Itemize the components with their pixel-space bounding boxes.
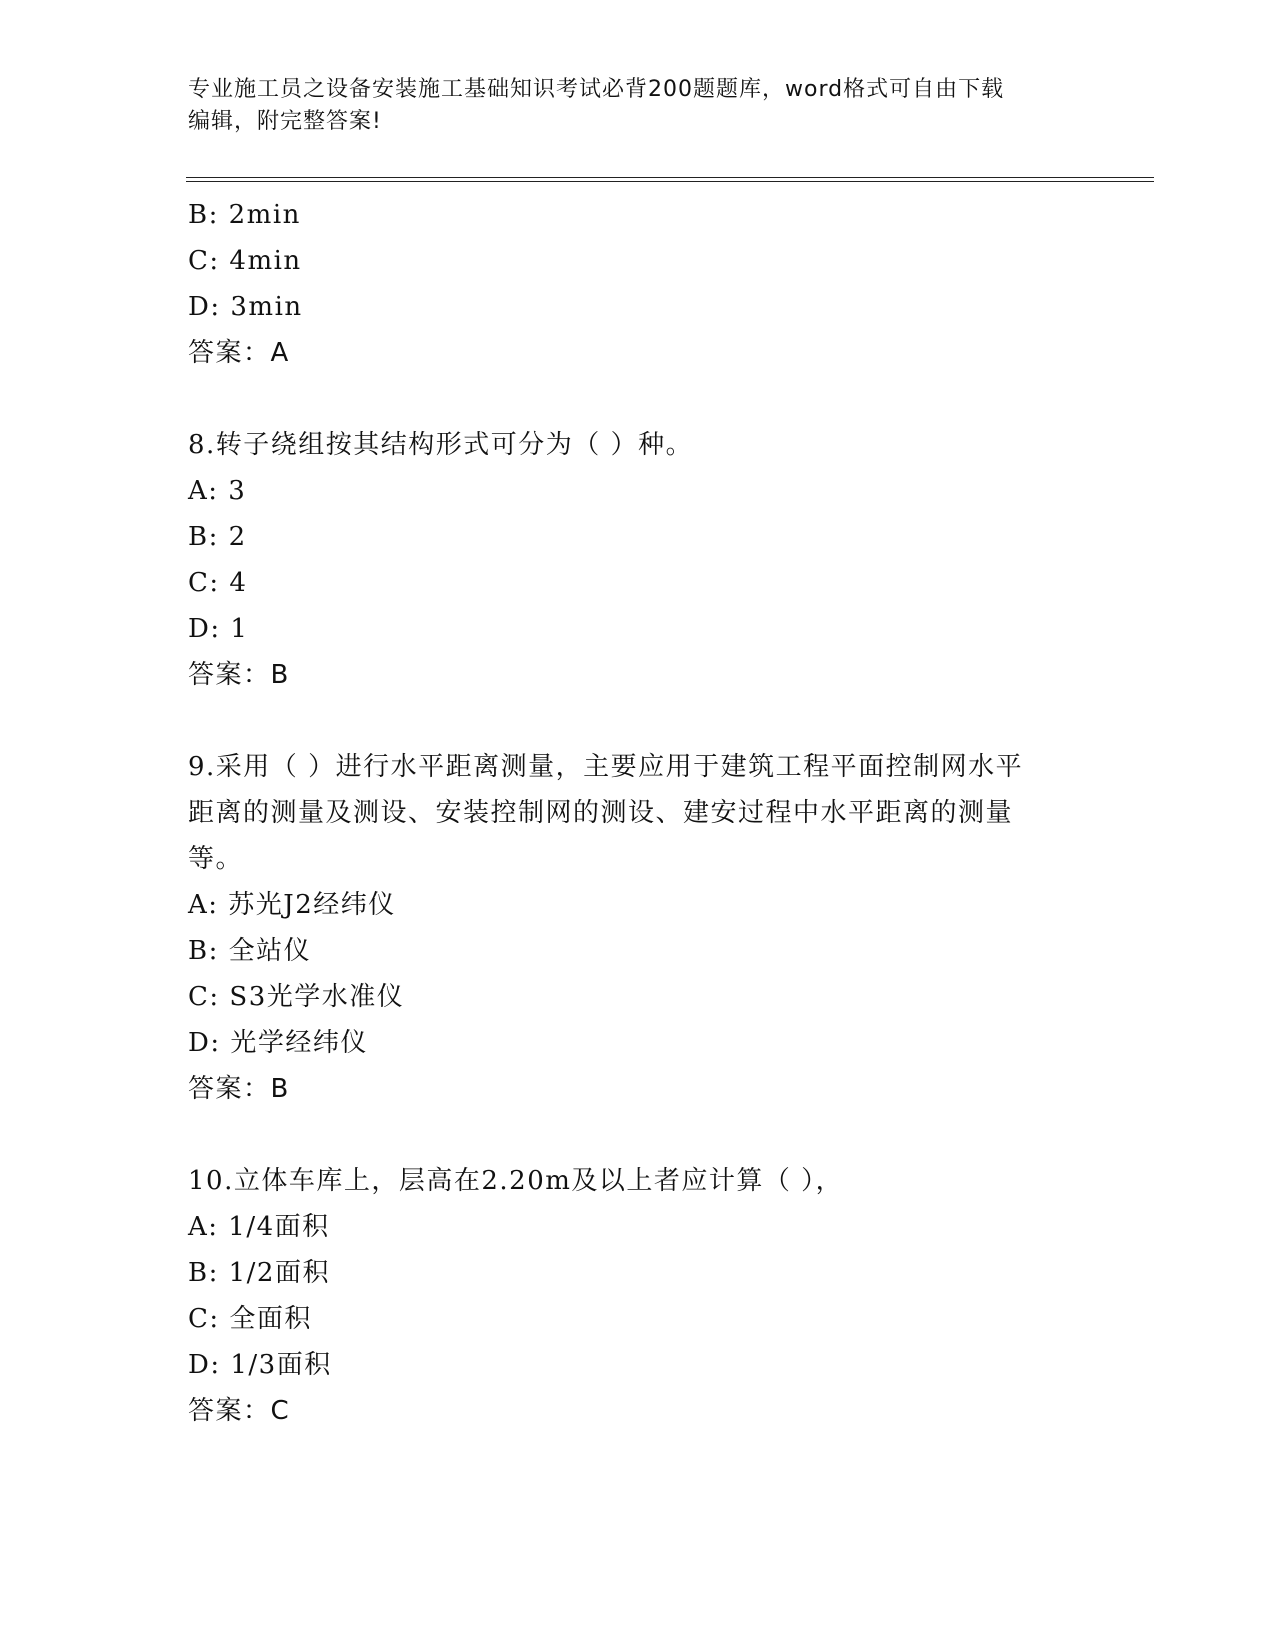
answer: 答案：B: [188, 660, 290, 690]
question-stem-line: 距离的测量及测设、安装控制网的测设、建安过程中水平距离的测量: [188, 798, 1014, 828]
option-c: C: S3光学水准仪: [188, 982, 405, 1012]
option-d: D: 1/3面积: [188, 1350, 332, 1380]
question-stem: 10.立体车库上，层高在2.20m及以上者应计算（ ），: [188, 1166, 844, 1196]
option-d: D: 1: [188, 614, 249, 644]
option-a: A: 苏光J2经纬仪: [188, 890, 396, 920]
option-b: B: 全站仪: [188, 936, 312, 966]
answer: 答案：A: [188, 338, 290, 368]
document-header: [188, 74, 1088, 138]
header-line-1: 专业施工员之设备安装施工基础知识考试必背200题题库，word格式可自由下载: [188, 77, 1005, 102]
option-b: B: 2min: [188, 200, 301, 230]
header-line-2: 编辑，附完整答案!: [188, 109, 382, 134]
option-d: D: 3min: [188, 292, 303, 322]
question-stem: 8.转子绕组按其结构形式可分为（ ）种。: [188, 430, 694, 460]
spacer: [188, 698, 1088, 744]
option-b: B: 1/2面积: [188, 1258, 330, 1288]
option-a: A: 3: [188, 476, 247, 506]
question-stem-line: 等。: [188, 844, 244, 874]
question-10: [188, 1158, 1088, 1434]
option-d: D: 光学经纬仪: [188, 1028, 368, 1058]
question-stem: [188, 744, 1088, 882]
option-c: C: 4: [188, 568, 248, 598]
question-9: [188, 744, 1088, 1112]
question-8: [188, 422, 1088, 698]
option-c: C: 全面积: [188, 1304, 312, 1334]
answer: 答案：C: [188, 1396, 291, 1426]
answer: 答案：B: [188, 1074, 290, 1104]
question-list: [188, 192, 1088, 1434]
question-7-tail: [188, 192, 1088, 376]
option-a: A: 1/4面积: [188, 1212, 330, 1242]
spacer: [188, 1112, 1088, 1158]
header-divider: [186, 177, 1154, 182]
option-c: C: 4min: [188, 246, 302, 276]
question-stem-line: 9.采用（ ）进行水平距离测量，主要应用于建筑工程平面控制网水平: [188, 752, 1024, 782]
option-b: B: 2: [188, 522, 247, 552]
spacer: [188, 376, 1088, 422]
